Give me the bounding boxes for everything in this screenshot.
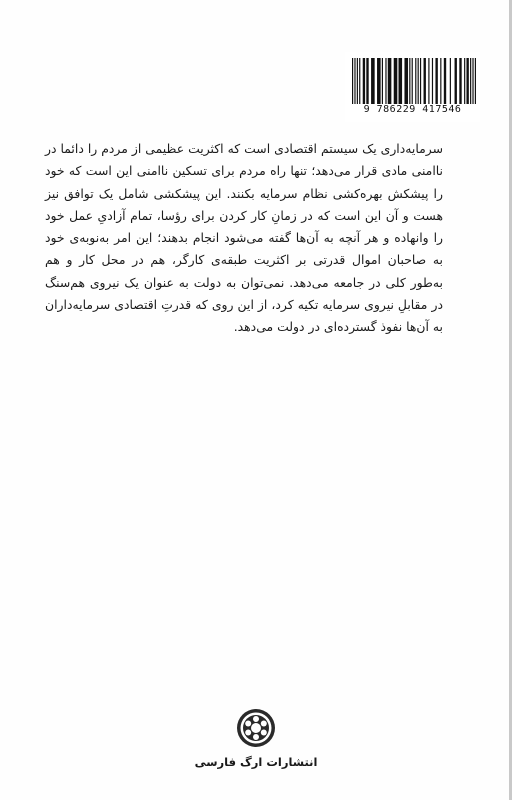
blurb-text: [45, 138, 443, 339]
barcode-bar: [388, 58, 392, 104]
barcode-bar: [455, 58, 457, 104]
barcode-bar: [409, 58, 410, 104]
barcode-bar: [472, 58, 473, 104]
barcode-bar: [418, 58, 419, 104]
barcode-bar: [363, 58, 365, 104]
barcode-bar: [459, 58, 461, 104]
barcode-bar: [382, 58, 383, 104]
barcode-bars: [352, 58, 476, 104]
barcode-bar: [394, 58, 398, 104]
barcode-bar: [385, 58, 386, 104]
barcode: [345, 52, 480, 122]
barcode-bar: [470, 58, 471, 104]
barcode-bar: [359, 58, 360, 104]
barcode-bar: [412, 58, 413, 104]
barcode-bar: [450, 58, 451, 104]
barcode-bar: [424, 58, 426, 104]
barcode-bar: [420, 58, 421, 104]
barcode-number: 9 786229 417546: [363, 104, 462, 115]
publisher-name: انتشارات ارگ فارسی: [194, 755, 318, 769]
barcode-bar: [404, 58, 408, 104]
barcode-bar: [371, 58, 375, 104]
barcode-bar: [435, 58, 437, 104]
publisher-logo: [236, 708, 276, 748]
barcode-bar: [428, 58, 429, 104]
barcode-bar: [440, 58, 441, 104]
barcode-bar: [432, 58, 433, 104]
barcode-bar: [354, 58, 355, 104]
barcode-bar: [415, 58, 416, 104]
barcode-bar: [475, 58, 476, 104]
barcode-bar: [464, 58, 465, 104]
barcode-bar: [366, 58, 368, 104]
blurb-paragraph: سرمایه‌داری یک سیستم اقتصادی است که اکثریت عظیمی از مردم را دائما در ناامنی مادی قرار می‌دهد؛ تنها راه مردم برای تسکین ناامنی این است که خود را پیشکش بهره‌کشی نظام سرمایه بکنند. این پیشکشی شامل یک توافق نیز هست و آن این است که در زمانِ کار کردن برای رؤسا، تمام آزادیِ عمل خود را وانهاده و هر آنچه به آن‌ها گفته می‌شود انجام بدهند؛ این امر به‌نوبه‌ی خود به صاحبان اموال قدرتی بر اکثریت طبقه‌ی کارگر، هم در محل کار و هم به‌طور کلی در جامعه می‌دهد. نمی‌توان به دولت به عنوان یک نیروی هم‌سنگ در مقابلِ نیروی سرمایه تکیه کرد، از این روی که قدرتِ اقتصادی سرمایه‌داران به آن‌ها نفوذ گسترده‌ای در دولت می‌دهد.: [45, 141, 443, 335]
barcode-bar: [444, 58, 446, 104]
barcode-bar: [357, 58, 358, 104]
barcode-bar: [352, 58, 353, 104]
barcode-bar: [377, 58, 381, 104]
barcode-bar: [466, 58, 468, 104]
barcode-bar: [399, 58, 403, 104]
